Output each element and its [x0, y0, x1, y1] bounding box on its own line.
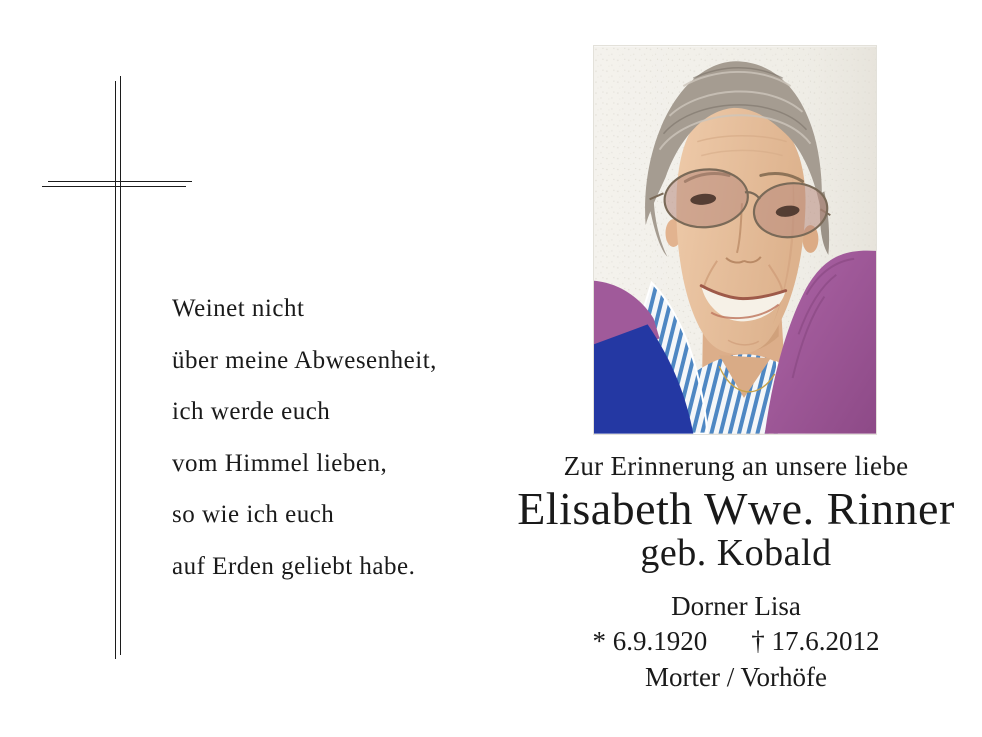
poem-line: auf Erden geliebt habe.	[172, 552, 416, 580]
death-date: † 17.6.2012	[751, 626, 880, 656]
house-name: Dorner Lisa	[671, 591, 801, 621]
poem-line: so wie ich euch	[172, 501, 335, 528]
portrait-photo	[593, 45, 877, 435]
cross-vertical-line-2	[120, 76, 121, 655]
cross-horizontal-line-2	[42, 186, 186, 187]
cross-vertical-line-1	[115, 81, 116, 659]
poem-line: Weinet nicht	[172, 295, 305, 322]
poem-line: über meine Abwesenheit,	[172, 346, 437, 374]
maiden-name: geb. Kobald	[640, 532, 832, 574]
life-dates	[492, 626, 980, 657]
birth-date: * 6.9.1920	[592, 626, 708, 656]
place-of-residence: Morter / Vorhöfe	[645, 662, 827, 692]
poem-line: vom Himmel lieben,	[172, 449, 388, 477]
cross-horizontal-line-1	[48, 181, 192, 182]
poem-line: ich werde euch	[172, 398, 331, 425]
intro-line: Zur Erinnerung an unsere liebe	[563, 451, 909, 481]
deceased-name: Elisabeth Wwe. Rinner	[517, 483, 955, 534]
poem	[172, 283, 437, 592]
memorial-panel	[492, 0, 980, 737]
